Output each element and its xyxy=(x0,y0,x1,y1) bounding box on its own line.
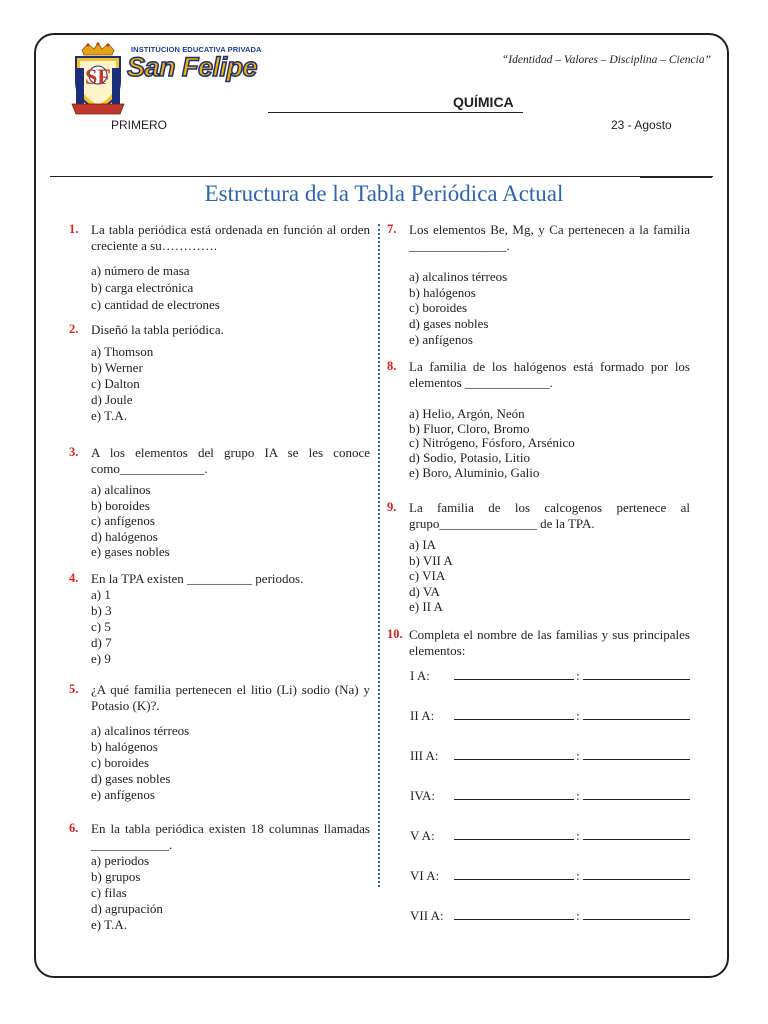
column-separator xyxy=(378,224,380,887)
family-name-blank[interactable] xyxy=(454,668,574,680)
option: c) filas xyxy=(91,885,127,900)
question-number: 10. xyxy=(387,627,403,641)
family-name-blank[interactable] xyxy=(454,908,574,920)
option: c) VIA xyxy=(409,568,446,583)
fill-in-row: II A: : xyxy=(410,708,690,748)
elements-blank[interactable] xyxy=(583,908,690,920)
family-name-blank[interactable] xyxy=(454,708,574,720)
elements-blank[interactable] xyxy=(583,668,690,680)
elements-blank[interactable] xyxy=(583,708,690,720)
option: d) gases nobles xyxy=(409,316,489,332)
subject-underline xyxy=(268,112,523,113)
right-column xyxy=(387,222,690,942)
option: b) carga electrónica xyxy=(91,280,194,295)
fill-in-row: IVA: : xyxy=(410,788,690,828)
option: d) agrupación xyxy=(91,901,163,916)
option: b) boroides xyxy=(91,497,150,513)
option: b) grupos xyxy=(91,869,141,884)
question-text: Los elementos Be, Mg, y Ca pertenecen a la familia _______________. xyxy=(409,222,690,253)
question-number: 9. xyxy=(387,500,397,514)
group-label: IVA: xyxy=(410,788,436,803)
option: e) II A xyxy=(409,599,443,614)
fill-in-row: VII A: : xyxy=(410,908,690,948)
option: b) halógenos xyxy=(409,284,476,300)
svg-text:SF: SF xyxy=(85,64,111,89)
question-4 xyxy=(69,571,370,667)
question-text: Completa el nombre de las familias y sus principales elementos: xyxy=(409,627,690,658)
question-text: A los elementos del grupo IA se les conoce como_____________. xyxy=(91,445,370,476)
question-9 xyxy=(387,500,690,615)
question-1 xyxy=(69,222,370,313)
group-label: VI A: xyxy=(410,868,440,883)
option: e) anfígenos xyxy=(91,787,155,802)
question-text: Diseñó la tabla periódica. xyxy=(91,322,224,337)
header-divider-accent xyxy=(640,176,712,178)
option: d) gases nobles xyxy=(91,771,171,786)
school-motto: “Identidad – Valores – Disciplina – Ciencia” xyxy=(501,54,711,66)
option: a) alcalinos xyxy=(91,482,151,497)
option: d) VA xyxy=(409,583,440,599)
fill-in-row: I A: : xyxy=(410,668,690,708)
question-3 xyxy=(69,445,370,560)
option: a) 1 xyxy=(91,586,111,602)
option: a) Thomson xyxy=(91,343,154,359)
option: e) gases nobles xyxy=(91,544,170,559)
family-name-blank[interactable] xyxy=(454,788,574,800)
option: c) cantidad de electrones xyxy=(91,297,220,312)
group-label: I A: xyxy=(410,668,430,683)
elements-blank[interactable] xyxy=(583,788,690,800)
school-logo xyxy=(70,42,126,118)
worksheet-title: Estructura de la Tabla Periódica Actual xyxy=(204,181,564,206)
grade-label: PRIMERO xyxy=(111,118,168,132)
question-text: ¿A qué familia pertenecen el litio (Li) sodio (Na) y Potasio (K)?. xyxy=(91,682,370,713)
option: c) 5 xyxy=(91,618,111,634)
option: e) anfígenos xyxy=(409,331,473,347)
option: e) T.A. xyxy=(91,408,127,424)
date-label: 23 - Agosto xyxy=(611,118,672,132)
option: d) Sodio, Potasio, Litio xyxy=(409,450,530,466)
question-10 xyxy=(387,627,690,948)
group-label: V A: xyxy=(410,828,435,843)
group-label: II A: xyxy=(410,708,435,723)
option: b) Werner xyxy=(91,359,143,375)
option: d) 7 xyxy=(91,634,112,650)
question-5 xyxy=(69,682,370,803)
fill-in-row: III A: : xyxy=(410,748,690,788)
fill-in-row: VI A: : xyxy=(410,868,690,908)
question-2 xyxy=(69,322,370,425)
question-text: En la TPA existen __________ periodos. xyxy=(91,571,304,586)
option: d) halógenos xyxy=(91,528,158,544)
option: e) Boro, Aluminio, Galio xyxy=(409,464,540,480)
option: a) Helio, Argón, Neón xyxy=(409,406,525,421)
option: b) halógenos xyxy=(91,739,158,754)
option: b) 3 xyxy=(91,602,112,618)
school-name: San Felipe xyxy=(127,52,258,82)
question-number: 4. xyxy=(69,571,79,585)
option: a) IA xyxy=(409,537,437,552)
question-number: 1. xyxy=(69,222,79,236)
question-number: 6. xyxy=(69,821,79,835)
option: c) Dalton xyxy=(91,375,140,391)
elements-blank[interactable] xyxy=(583,828,690,840)
group-label: VII A: xyxy=(410,908,444,923)
option: a) alcalinos térreos xyxy=(91,723,190,738)
question-6 xyxy=(69,821,370,933)
question-number: 7. xyxy=(387,222,397,236)
subject-name: QUÍMICA xyxy=(453,94,514,110)
elements-blank[interactable] xyxy=(583,868,690,880)
question-8 xyxy=(387,359,690,481)
question-text: La familia de los halógenos está formado por los elementos _____________. xyxy=(409,359,690,390)
family-name-blank[interactable] xyxy=(454,748,574,760)
school-type: INSTITUCION EDUCATIVA PRIVADA xyxy=(131,45,262,54)
option: c) anfígenos xyxy=(91,513,155,528)
left-column xyxy=(69,222,370,942)
option: c) boroides xyxy=(409,300,468,316)
option: c) boroides xyxy=(91,755,150,770)
question-text: En la tabla periódica existen 18 columnas llamadas ____________. xyxy=(91,821,370,852)
option: a) número de masa xyxy=(91,263,190,278)
option: e) T.A. xyxy=(91,917,127,932)
fill-in-row: V A: : xyxy=(410,828,690,868)
option: d) Joule xyxy=(91,392,133,408)
question-number: 3. xyxy=(69,445,79,459)
question-text: La familia de los calcogenos pertenece al grupo_______________ de la TPA. xyxy=(409,500,690,531)
header-divider xyxy=(50,176,713,177)
option: c) Nitrógeno, Fósforo, Arsénico xyxy=(409,435,575,451)
elements-blank[interactable] xyxy=(583,748,690,760)
option: e) 9 xyxy=(91,650,111,666)
question-7 xyxy=(387,222,690,348)
family-name-blank[interactable] xyxy=(454,868,574,880)
question-text: La tabla periódica está ordenada en función al orden creciente a su…………. xyxy=(91,222,370,253)
question-number: 8. xyxy=(387,359,397,373)
option: b) Fluor, Cloro, Bromo xyxy=(409,420,530,436)
question-number: 2. xyxy=(69,322,79,336)
option: a) alcalinos térreos xyxy=(409,269,508,284)
question-number: 5. xyxy=(69,682,79,696)
option: a) periodos xyxy=(91,853,150,868)
option: b) VII A xyxy=(409,552,453,568)
family-name-blank[interactable] xyxy=(454,828,574,840)
group-label: III A: xyxy=(410,748,439,763)
